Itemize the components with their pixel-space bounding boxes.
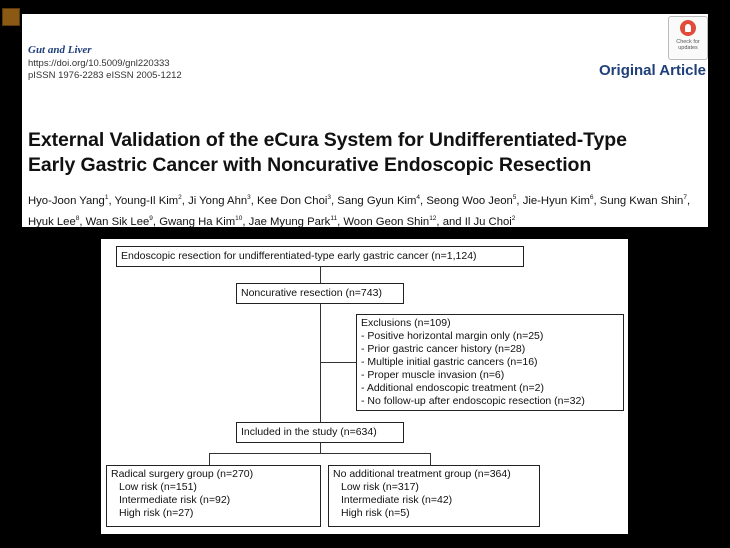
author-name: Gwang Ha Kim xyxy=(159,215,236,228)
affiliation-number: 9 xyxy=(149,214,153,222)
risk-item: Low risk (n=151) xyxy=(119,481,197,493)
author-name: Sung Kwan Shin xyxy=(599,194,684,207)
affiliation-number: 12 xyxy=(429,214,437,222)
author-connector: and xyxy=(442,215,462,228)
title-line: External Validation of the eCura System for Undifferentiated-Type xyxy=(28,129,627,151)
exclusions-title: Exclusions (n=109) xyxy=(361,317,451,329)
affiliation-number: 7 xyxy=(683,194,687,201)
badge-line-2: updates xyxy=(678,45,698,51)
doi-link[interactable]: https://doi.org/10.5009/gnl220333 xyxy=(28,58,170,69)
connector xyxy=(209,453,210,465)
affiliation-number: 5 xyxy=(512,194,517,201)
connector xyxy=(320,362,356,363)
affiliation-number: 3 xyxy=(247,194,251,201)
affiliation-number: 3 xyxy=(327,194,332,201)
exclusion-item: - Proper muscle invasion (n=6) xyxy=(361,369,505,381)
author-name: Jae Myung Park xyxy=(248,215,331,228)
affiliation-number: 8 xyxy=(75,214,80,222)
surgery-risk-list xyxy=(111,481,316,520)
journal-name: Gut and Liver xyxy=(28,44,92,56)
badge-line-1: Check for xyxy=(676,39,700,45)
risk-item: Intermediate risk (n=92) xyxy=(119,494,231,506)
paper-title xyxy=(28,128,627,178)
flow-box-endoscopic-resection: Endoscopic resection for undifferentiated-type early gastric cancer (n=1,124) xyxy=(116,246,524,267)
risk-item: Intermediate risk (n=42) xyxy=(341,494,453,506)
affiliation-number: 1 xyxy=(104,194,109,201)
author-name: Young-Il Kim xyxy=(114,194,179,207)
exclusion-list xyxy=(361,330,619,408)
connector xyxy=(320,443,321,453)
risk-item: High risk (n=27) xyxy=(119,507,194,519)
author-name: Seong Woo Jeon xyxy=(426,194,513,207)
author-name: Hyuk Lee xyxy=(28,215,76,228)
title-line: Early Gastric Cancer with Noncurative Endoscopic Resection xyxy=(28,154,592,176)
author-list: Hyo-Joon Yang$^1$, Young-Il Kim$^2$, Ji Yong Ahn$^3$, Kee Don Choi$^3$, Sang Gyun Kim$^4$, Seong Woo Jeon$^5$, Jie-Hyun Kim$^6$, Sung Kwan Shin$^7$, Hyuk Lee$^8$, Wan Sik Lee$^9$, Gwang Ha Kim$^{10}$, Jae Myung Park$^{11}$, Woon Geon Shin$^{12}$, and Il Ju Choi$^2$ xyxy=(28,194,691,228)
flow-box-radical-surgery xyxy=(106,465,321,527)
check-for-updates-button[interactable] xyxy=(668,16,708,60)
affiliation-number: 11 xyxy=(330,214,338,222)
exclusion-item: - Additional endoscopic treatment (n=2) xyxy=(361,382,544,394)
exclusion-item: - Positive horizontal margin only (n=25) xyxy=(361,330,544,342)
noadd-risk-list xyxy=(333,481,535,520)
affiliation-number: 2 xyxy=(511,214,516,222)
flowchart xyxy=(101,239,628,534)
affiliation-number: 6 xyxy=(589,194,594,201)
affiliation-number: 4 xyxy=(416,194,421,201)
author-name: Il Ju Choi xyxy=(464,215,512,228)
author-name: Jie-Hyun Kim xyxy=(522,194,590,207)
issn: pISSN 1976-2283 eISSN 2005-1212 xyxy=(28,70,182,81)
flow-box-exclusions xyxy=(356,314,624,411)
exclusion-item: - Prior gastric cancer history (n=28) xyxy=(361,343,526,355)
risk-item: High risk (n=5) xyxy=(341,507,410,519)
affiliation-number: 10 xyxy=(235,214,243,222)
flow-box-noncurative-resection: Noncurative resection (n=743) xyxy=(236,283,404,304)
connector xyxy=(320,304,321,422)
author-name: Kee Don Choi xyxy=(257,194,328,207)
bookmark-icon xyxy=(680,20,696,36)
paper-header xyxy=(22,14,708,227)
window-corner-icon xyxy=(2,8,20,26)
author-name: Sang Gyun Kim xyxy=(337,194,417,207)
author-name: Ji Yong Ahn xyxy=(188,194,248,207)
connector xyxy=(430,453,431,465)
affiliation-number: 2 xyxy=(178,194,182,201)
author-name: Wan Sik Lee xyxy=(85,215,150,228)
noadd-title: No additional treatment group (n=364) xyxy=(333,468,511,480)
risk-item: Low risk (n=317) xyxy=(341,481,419,493)
flow-box-no-additional-treatment xyxy=(328,465,540,527)
article-type: Original Article xyxy=(599,62,706,79)
exclusion-item: - Multiple initial gastric cancers (n=16) xyxy=(361,356,538,368)
surgery-title: Radical surgery group (n=270) xyxy=(111,468,254,480)
author-name: Hyo-Joon Yang xyxy=(28,194,105,207)
flow-box-included: Included in the study (n=634) xyxy=(236,422,404,443)
connector xyxy=(320,267,321,283)
exclusion-item: - No follow-up after endoscopic resection (n=32) xyxy=(361,395,585,407)
author-name: Woon Geon Shin xyxy=(343,215,430,228)
connector xyxy=(209,453,431,454)
